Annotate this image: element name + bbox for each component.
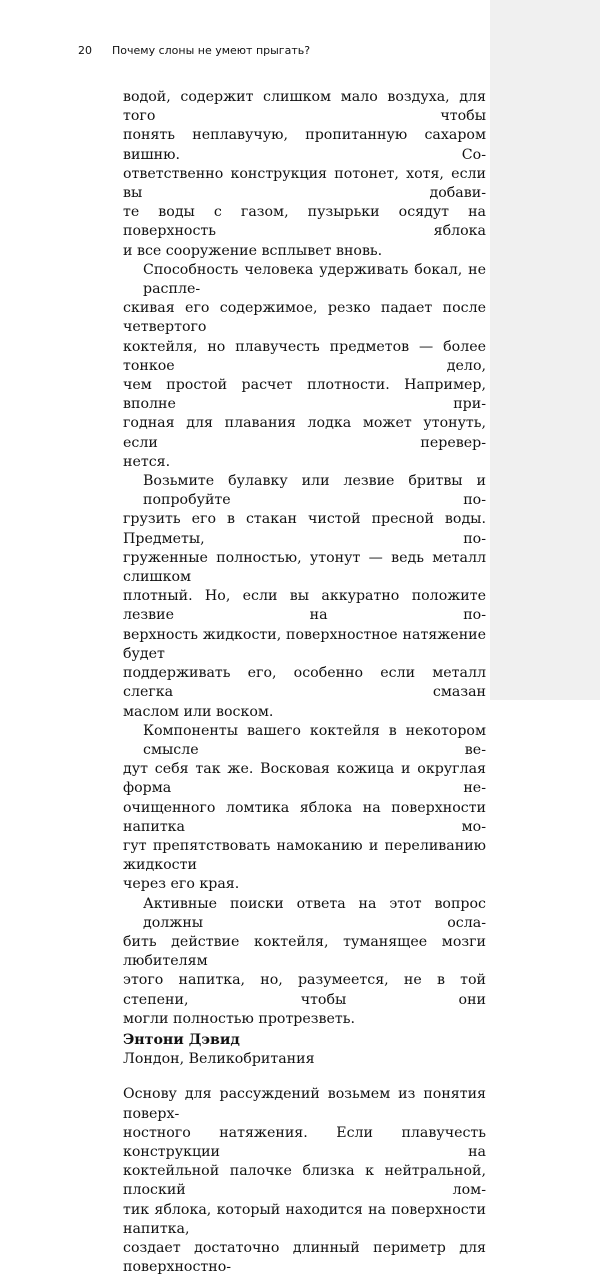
text-line: те воды с газом, пузырьки осядут на поверхность яблока xyxy=(123,204,486,240)
text-line: бить действие коктейля, туманящее мозги любителям xyxy=(123,933,486,970)
paragraph xyxy=(123,1085,486,1277)
text-line: дут себя так же. Восковая кожица и округлая форма не- xyxy=(123,761,486,797)
paragraph xyxy=(123,895,486,1029)
page-number: 20 xyxy=(78,44,92,57)
text-line: очищенного ломтика яблока на поверхности напитка мо- xyxy=(123,799,486,835)
paragraph xyxy=(123,88,486,261)
text-line: могли полностью протрезветь. xyxy=(123,1010,355,1027)
text-line: и все сооружение всплывет вновь. xyxy=(123,242,383,259)
text-line: груженные полностью, утонут — ведь металл слишком xyxy=(123,549,486,586)
text-line: Возьмите булавку или лезвие бритвы и попробуйте по- xyxy=(143,473,486,509)
text-line: тик яблока, который находится на поверхности напитка, xyxy=(123,1201,486,1237)
page-body xyxy=(123,88,486,1277)
text-line: Компоненты вашего коктейля в некотором смысле ве- xyxy=(143,722,486,758)
text-line: через его края. xyxy=(123,876,240,893)
text-line: плотный. Но, если вы аккуратно положите лезвие на по- xyxy=(123,588,486,624)
paragraph xyxy=(123,722,486,895)
text-line: Способность человека удерживать бокал, не распле- xyxy=(143,261,486,298)
text-line: гут препятствовать намоканию и переливанию жидкости xyxy=(123,837,486,874)
text-line: создает достаточно длинный периметр для поверхностно- xyxy=(123,1239,486,1276)
background-shade xyxy=(490,0,600,700)
running-title: Почему слоны не умеют прыгать? xyxy=(112,44,311,57)
section-gap xyxy=(123,1069,486,1085)
text-line: маслом или воском. xyxy=(123,703,274,720)
text-line: Активные поиски ответа на этот вопрос должны осла- xyxy=(143,895,486,931)
author-name: Энтони Дэвид xyxy=(123,1031,240,1048)
text-line: коктейльной палочке близка к нейтральной, плоский лом- xyxy=(123,1163,486,1199)
text-line: верхность жидкости, поверхностное натяжение будет xyxy=(123,626,486,662)
paragraph xyxy=(123,472,486,722)
text-line: скивая его содержимое, резко падает после четвертого xyxy=(123,300,486,336)
text-line: ностного натяжения. Если плавучесть конструкции на xyxy=(123,1124,486,1160)
signature-block xyxy=(123,1031,486,1069)
text-line: нется. xyxy=(123,453,171,470)
text-line: коктейля, но плавучесть предметов — более тонкое дело, xyxy=(123,338,486,374)
paragraph xyxy=(123,261,486,472)
text-line: чем простой расчет плотности. Например, вполне при- xyxy=(123,377,486,413)
text-line: годная для плавания лодка может утонуть, если перевер- xyxy=(123,415,486,451)
text-line: грузить его в стакан чистой пресной воды. Предметы, по- xyxy=(123,511,486,547)
running-header xyxy=(78,44,310,57)
text-line: ответственно конструкция потонет, хотя, если вы добави- xyxy=(123,165,486,202)
text-line: этого напитка, но, разумеется, не в той степени, чтобы они xyxy=(123,972,486,1008)
text-line: поддерживать его, особенно если металл слегка смазан xyxy=(123,665,486,701)
text-line: понять неплавучую, пропитанную сахаром вишню. Со- xyxy=(123,127,486,163)
text-line: Основу для рассуждений возьмем из понятия поверх- xyxy=(123,1086,486,1122)
author-location: Лондон, Великобритания xyxy=(123,1051,315,1068)
text-line: водой, содержит слишком мало воздуха, для того чтобы xyxy=(123,89,486,125)
